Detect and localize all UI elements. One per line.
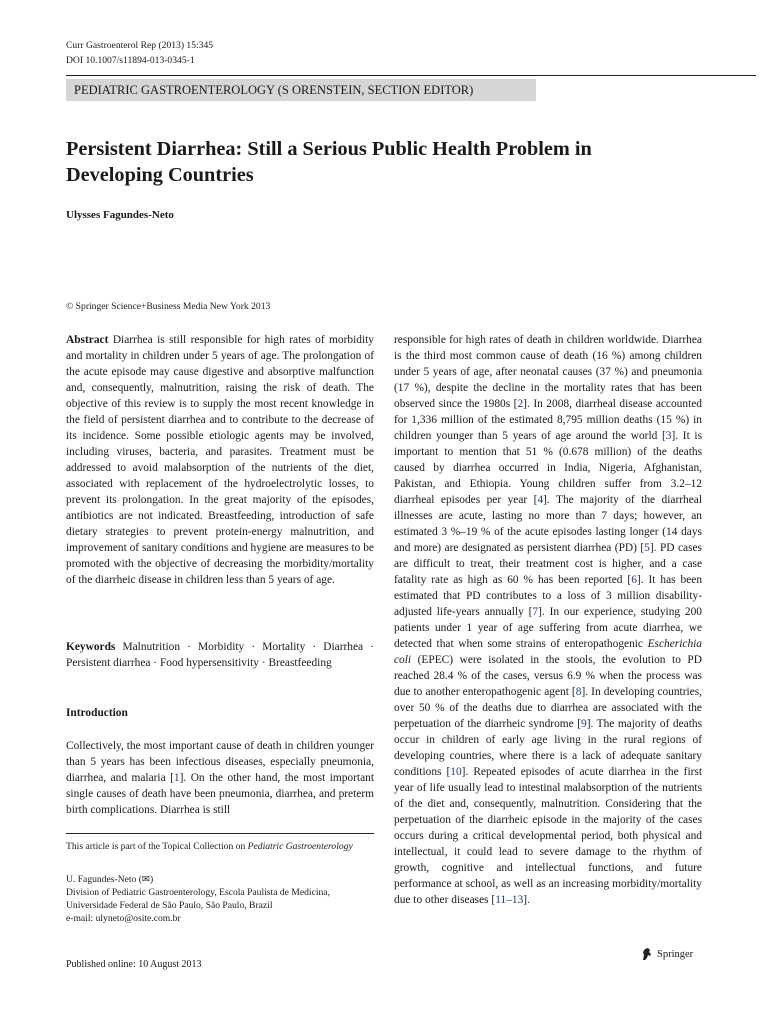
intro-text: ]. It is important to mention that 51 % (0.678 million) of the deaths caused by diarrhea occurred in India, Nigeria, Afghanistan, Pakistan, and Ethiopia. Young children suffer from 3.2–12 diarrheal episodes per year [ — [394, 430, 702, 506]
organism-name: Escherichia coli — [394, 638, 702, 666]
correspondence-author: U. Fagundes-Neto (✉) — [66, 874, 154, 885]
citation-link[interactable]: 2 — [517, 398, 524, 410]
abstract-text: Diarrhea is still responsible for high rates of morbidity and mortality in children under 5 years of age. The prolongation of the acute episode may cause digestive and absorptive malfunction and, consequently, malnutrition, raising the risk of death. The objective of this review is to supply the most recent knowledge in the field of persistent diarrhea and to contribute to the decrease of its incidence. Some possible etiologic agents may be involved, including viruses, bacteria, and parasites. Treatment must be addressed to avoid malabsorption of the nutrients of the diet, associated with replacement of the hydroelectrolytic losses, to prevent its prolongation. In the great majority of the episodes, antibiotics are not indicated. Breastfeeding, introduction of safe dietary strategies to prevent protein-energy malnutrition, and improvement of sanitary conditions and hygiene are measures to be promoted with the objective of decreasing the morbidity/mortality of the diarrheic disease in children less than 5 years of age. — [66, 334, 374, 586]
citation-link[interactable]: 9 — [581, 718, 587, 730]
intro-text: responsible for high rates of death in children worldwide. Diarrhea is the third most common cause of death (16 %) among children under 5 years of age, after neonatal causes (37 %) and pneumonia (17 %), despite the decline in the mortality rates that has been observed since the 1980s [ — [394, 334, 702, 410]
intro-text: ]. — [523, 894, 530, 906]
introduction-paragraph-right — [394, 332, 702, 908]
introduction-heading: Introduction — [66, 707, 128, 719]
citation-link[interactable]: 6 — [631, 574, 637, 586]
collection-prefix: This article is part of the Topical Collection on — [66, 841, 248, 852]
copyright-notice: © Springer Science+Business Media New York 2013 — [66, 301, 271, 312]
article-title: Persistent Diarrhea: Still a Serious Public Health Problem in Developing Countries — [66, 138, 592, 186]
doi[interactable]: DOI 10.1007/s11894-013-0345-1 — [66, 55, 195, 66]
keywords-text: Malnutrition · Morbidity · Mortality · Diarrhea · Persistent diarrhea · Food hypersensitivity · Breastfeeding — [66, 641, 374, 669]
publisher-logo — [641, 947, 693, 961]
citation-link[interactable]: 8 — [575, 686, 582, 698]
author-affiliation — [66, 873, 374, 925]
intro-text: Collectively, the most important cause of death in children younger than 5 years has been infectious diseases, especially pneumonia, diarrhea, and malaria [ — [66, 740, 374, 784]
publisher-name: Springer — [657, 948, 694, 960]
citation-link[interactable]: 10 — [450, 766, 462, 778]
citation-link[interactable]: 11–13 — [495, 894, 524, 906]
collection-topic: Pediatric Gastroenterology — [247, 841, 353, 852]
section-banner: PEDIATRIC GASTROENTEROLOGY (S ORENSTEIN, SECTION EDITOR) — [66, 79, 536, 101]
keywords — [66, 639, 374, 671]
published-date: Published online: 10 August 2013 — [66, 959, 202, 970]
citation-link[interactable]: 5 — [644, 542, 650, 554]
intro-text: ]. The majority of deaths occur in children of early age living in the rural regions of developing countries, where there is a lack of adequate sanitary conditions [ — [394, 718, 703, 778]
intro-text: ]. In developing countries, over 50 % of the deaths due to diarrhea are associated with the perpetuation of the diarrheic syndrome [ — [394, 686, 703, 730]
intro-text: ]. In 2008, diarrheal disease accounted for 1,336 million of the estimated 8,795 million deaths (15 %) in children younger than 5 years of age around the world [ — [394, 398, 702, 442]
topical-collection-note — [66, 840, 374, 853]
citation-link[interactable]: 1 — [173, 772, 180, 784]
citation-link[interactable]: 7 — [532, 606, 539, 618]
intro-text: ]. It has been estimated that PD contributes to a loss of 3 million disability-adjusted life-years annually [ — [394, 574, 703, 618]
abstract-label: Abstract — [66, 334, 109, 346]
affiliation-university: Universidade Federal de São Paulo, São Paulo, Brazil — [66, 900, 273, 911]
abstract — [66, 332, 374, 588]
intro-text: ]. In our experience, studying 200 patients under 1 year of age suffering from acute diarrhea, we detected that when some strains of enteropathogenic — [394, 606, 702, 650]
keywords-label: Keywords — [66, 641, 116, 653]
introduction-paragraph-left — [66, 738, 374, 818]
intro-text: ]. On the other hand, the most important single causes of death have been pneumonia, diarrhea, and preterm birth complications. Diarrhea is still — [66, 772, 374, 816]
affiliation-division: Division of Pediatric Gastroenterology, Escola Paulista de Medicina, — [66, 887, 330, 898]
intro-text: ]. The majority of the diarrheal illnesses are acute, lasting no more than 7 days; however, an estimated 3 %–19 % of the acute episodes lasting longer (14 days and more) are designated as persistent diarrhea (PD) [ — [394, 494, 702, 554]
intro-text: ]. Repeated episodes of acute diarrhea in the first year of life usually lead to intestinal malabsorption of the nutrients of the diet and, consequently, malnutrition. Considering that the perpetuation of the diarrheic episode in the majority of the cases occurs during a critical developmental period, both physical and intellectual, it could lead to severe damage to the rhythm of growth, cognitive and intellectual functions, and future performance at school, as well as an increasing morbidity/mortality due to other diseases [ — [394, 766, 702, 906]
journal-citation: Curr Gastroenterol Rep (2013) 15:345 — [66, 40, 214, 51]
springer-horse-icon — [641, 947, 653, 961]
citation-link[interactable]: 3 — [665, 430, 672, 442]
intro-text: ]. PD cases are difficult to treat, their treatment cost is higher, and a case fatality rate as high as 60 % has been reported [ — [394, 542, 702, 586]
citation-link[interactable]: 4 — [537, 494, 544, 506]
header-rule — [66, 75, 756, 76]
author-email[interactable]: e-mail: ulyneto@osite.com.br — [66, 913, 181, 924]
author-name[interactable]: Ulysses Fagundes-Neto — [66, 209, 174, 221]
intro-text: (EPEC) were isolated in the stools, the evolution to PD reached 28.4 % of the cases, versus 6.9 % when the process was due to another enteropathogenic agent [ — [394, 654, 702, 698]
footnote-rule — [66, 833, 374, 834]
